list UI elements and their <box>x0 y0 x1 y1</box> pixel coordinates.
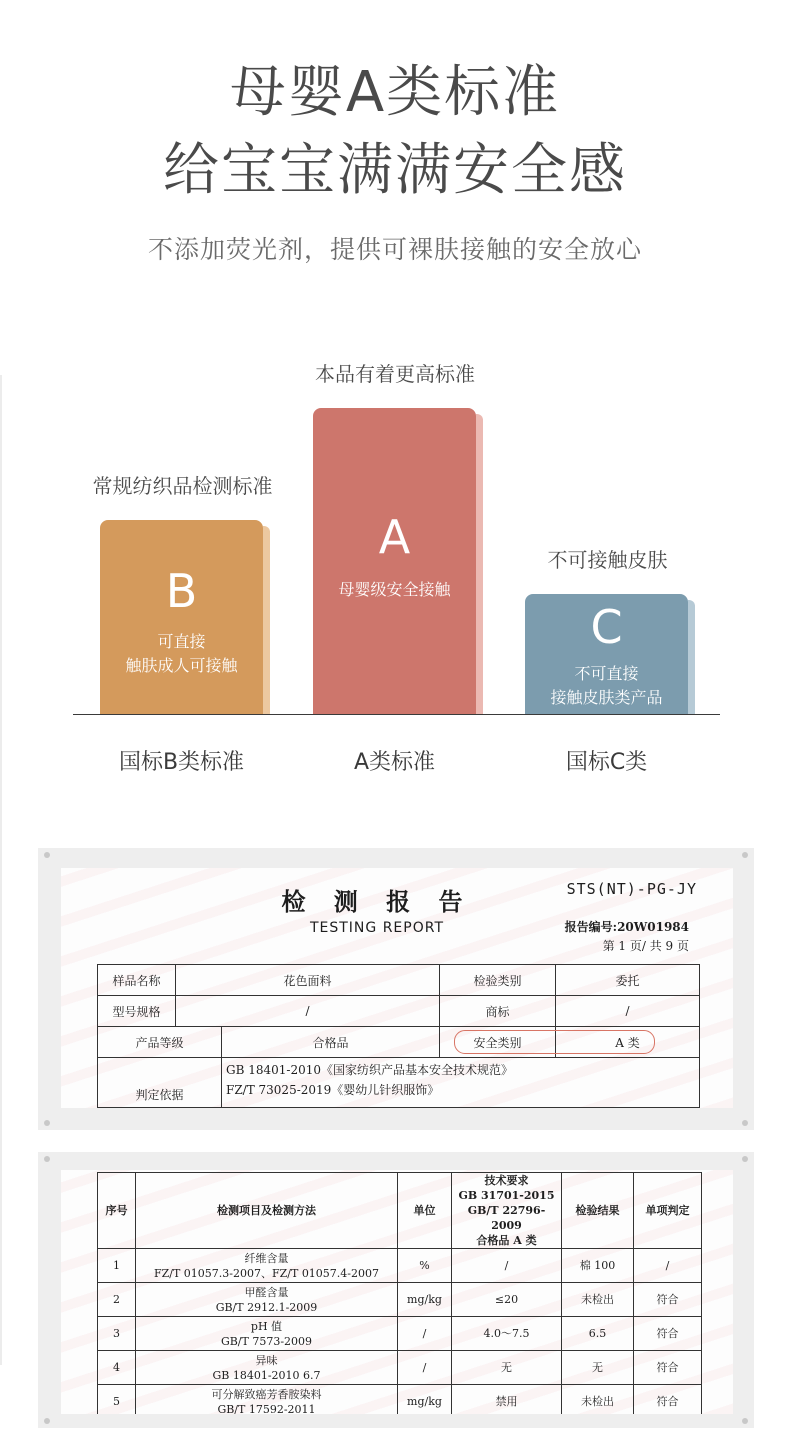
report-cover-sheet <box>61 868 733 1108</box>
hero-title-line1: 母婴A类标准 <box>229 60 561 125</box>
table-row <box>98 1351 702 1385</box>
safety-label: 安全类别 <box>473 1035 522 1050</box>
row-requirement: / <box>452 1249 562 1283</box>
basis-value <box>222 1058 700 1108</box>
row-result: 未检出 <box>562 1283 634 1317</box>
row-item-method: GB 18401-2010 6.7 <box>212 1368 321 1382</box>
pin-bottom-right <box>742 1418 748 1424</box>
header-req-line-1: 技术要求 <box>484 1174 529 1187</box>
row-judge: 符合 <box>634 1385 702 1415</box>
chart-baseline <box>73 714 720 715</box>
row-item-name: 甲醛含量 <box>244 1285 289 1299</box>
row-judge: 符合 <box>634 1283 702 1317</box>
bar-a-shadow <box>476 414 483 714</box>
row-requirement: ≤20 <box>452 1283 562 1317</box>
test-results-sheet <box>61 1170 733 1414</box>
table-row <box>98 1385 702 1415</box>
row-item-method: GB/T 17592-2011 <box>217 1402 316 1414</box>
hero-subtitle: 不添加荧光剂，提供可裸肤接触的安全放心 <box>147 235 642 264</box>
bar-b-desc-1: 可直接 <box>157 632 206 651</box>
row-result: 无 <box>562 1351 634 1385</box>
report-cover-panel <box>38 848 754 1130</box>
bar-c-letter: C <box>590 600 623 654</box>
test-results-panel <box>38 1152 754 1428</box>
row-seq: 3 <box>98 1317 136 1351</box>
test-type-label: 检验类别 <box>440 965 556 996</box>
report-page-info: 第 1 页/ 共 9 页 <box>602 939 689 953</box>
header-seq: 序号 <box>98 1173 136 1249</box>
pin-bottom-left <box>44 1418 50 1424</box>
row-item <box>136 1385 398 1415</box>
row-seq: 4 <box>98 1351 136 1385</box>
table-row <box>98 1283 702 1317</box>
row-result: 棉 100 <box>562 1249 634 1283</box>
basis-line-2: FZ/T 73025-2019《婴幼儿针织服饰》 <box>226 1083 440 1097</box>
sample-name-value: 花色面料 <box>176 965 440 996</box>
row-unit: mg/kg <box>398 1385 452 1415</box>
bar-a-desc-1: 母婴级安全接触 <box>338 580 451 599</box>
pin-bottom-right <box>742 1120 748 1126</box>
row-unit: / <box>398 1317 452 1351</box>
header-unit: 单位 <box>398 1173 452 1249</box>
row-requirement: 4.0～7.5 <box>452 1317 562 1351</box>
bar-c-desc-2: 接触皮肤类产品 <box>550 688 663 707</box>
pin-top-left <box>44 1156 50 1162</box>
row-seq: 5 <box>98 1385 136 1415</box>
row-item-method: GB/T 7573-2009 <box>220 1334 313 1348</box>
model-value: / <box>176 996 440 1027</box>
basis-line-1: GB 18401-2010《国家纺织产品基本安全技术规范》 <box>226 1063 513 1077</box>
brand-value: / <box>556 996 700 1027</box>
row-item-name: 异味 <box>255 1353 278 1367</box>
row-item <box>136 1351 398 1385</box>
header-item: 检测项目及检测方法 <box>136 1173 398 1249</box>
row-unit: / <box>398 1351 452 1385</box>
header-result: 检验结果 <box>562 1173 634 1249</box>
header-judge: 单项判定 <box>634 1173 702 1249</box>
bar-caption-a: 本品有着更高标准 <box>315 362 475 386</box>
row-item-name: pH 值 <box>250 1319 283 1333</box>
model-label: 型号规格 <box>98 996 176 1027</box>
basis-label: 判定依据 <box>98 1058 222 1108</box>
row-seq: 1 <box>98 1249 136 1283</box>
row-result: 未检出 <box>562 1385 634 1415</box>
pin-bottom-left <box>44 1120 50 1126</box>
table-row <box>98 1058 700 1108</box>
row-item <box>136 1249 398 1283</box>
bar-caption-c: 不可接触皮肤 <box>547 548 668 572</box>
bar-b-shadow <box>263 526 270 714</box>
table-row <box>98 996 700 1027</box>
table-row <box>98 1317 702 1351</box>
row-judge: / <box>634 1249 702 1283</box>
row-judge: 符合 <box>634 1351 702 1385</box>
test-type-value: 委托 <box>556 965 700 996</box>
row-seq: 2 <box>98 1283 136 1317</box>
header-requirement <box>452 1173 562 1249</box>
row-unit: % <box>398 1249 452 1283</box>
bar-b-letter: B <box>165 564 198 618</box>
pin-top-left <box>44 852 50 858</box>
report-code: STS(NT)-PG-JY <box>566 880 697 898</box>
row-requirement: 无 <box>452 1351 562 1385</box>
bar-c <box>525 594 688 714</box>
safety-value: A 类 <box>556 1027 700 1058</box>
x-label-b: 国标B类标准 <box>118 750 245 775</box>
table-row <box>98 1027 700 1058</box>
bar-a-letter: A <box>378 510 411 564</box>
bar-c-desc-1: 不可直接 <box>574 664 639 683</box>
table-header-row <box>98 1173 702 1249</box>
bar-b-desc-2: 触肤成人可接触 <box>125 656 238 675</box>
row-item <box>136 1317 398 1351</box>
row-result: 6.5 <box>562 1317 634 1351</box>
x-label-c: 国标C类 <box>565 750 648 775</box>
pin-top-right <box>742 1156 748 1162</box>
report-title-en: TESTING REPORT <box>309 920 445 936</box>
row-requirement: 禁用 <box>452 1385 562 1415</box>
sample-name-label: 样品名称 <box>98 965 176 996</box>
report-number: 报告编号:20W01984 <box>564 920 689 934</box>
bar-b <box>100 520 263 714</box>
report-info-table <box>97 964 700 1108</box>
bar-caption-b: 常规纺织品检测标准 <box>92 474 273 498</box>
grade-label: 产品等级 <box>98 1027 222 1058</box>
row-item <box>136 1283 398 1317</box>
bar-a <box>313 408 476 714</box>
table-row <box>98 1249 702 1283</box>
x-label-a: A类标准 <box>353 750 436 775</box>
left-edge-line <box>0 375 2 1365</box>
header-req-line-4: 合格品 A 类 <box>476 1234 537 1247</box>
brand-label: 商标 <box>440 996 556 1027</box>
grade-value: 合格品 <box>222 1027 440 1058</box>
table-row <box>98 965 700 996</box>
hero-title-line2: 给宝宝满满安全感 <box>163 138 627 203</box>
safety-label-cell <box>440 1027 556 1058</box>
row-unit: mg/kg <box>398 1283 452 1317</box>
row-item-method: FZ/T 01057.3-2007、FZ/T 01057.4-2007 <box>153 1266 380 1280</box>
header-req-line-2: GB 31701-2015 <box>458 1189 555 1202</box>
row-item-name: 可分解致癌芳香胺染料 <box>211 1387 322 1401</box>
bar-c-shadow <box>688 600 695 714</box>
report-title: 检 测 报 告 <box>281 887 473 916</box>
row-item-name: 纤维含量 <box>244 1251 289 1265</box>
row-judge: 符合 <box>634 1317 702 1351</box>
row-item-method: GB/T 2912.1-2009 <box>215 1300 318 1314</box>
header-req-line-3: GB/T 22796-2009 <box>467 1204 546 1232</box>
test-results-table <box>97 1172 702 1414</box>
pin-top-right <box>742 852 748 858</box>
